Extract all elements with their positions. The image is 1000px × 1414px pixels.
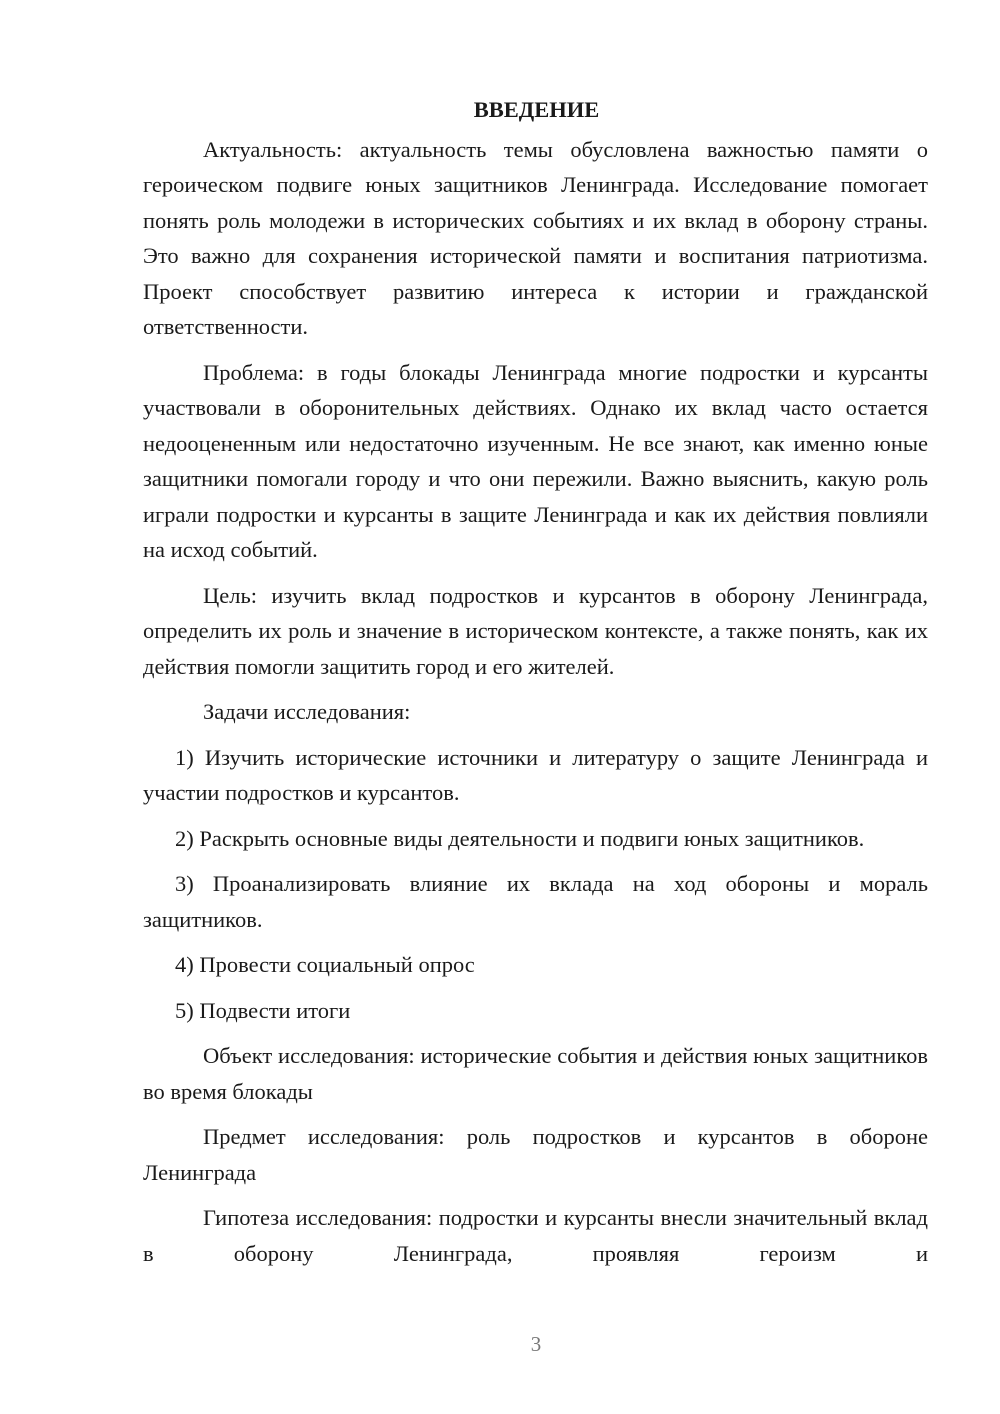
paragraph-hypothesis: Гипотеза исследования: подростки и курсанты внесли значительный вклад в оборону Ленинграда, проявляя героизм и: [143, 1205, 928, 1266]
paragraph-tasks-heading: Задачи исследования:: [203, 699, 411, 724]
task-item-2: 2) Раскрыть основные виды деятельности и подвиги юных защитников.: [175, 825, 865, 851]
task-item-3: 3) Проанализировать влияние их вклада на ход обороны и мораль защитников.: [143, 871, 928, 932]
task-item-1: 1) Изучить исторические источники и литературу о защите Ленинграда и участии подростков и курсантов.: [143, 744, 928, 805]
paragraph-problem: Проблема: в годы блокады Ленинграда многие подростки и курсанты участвовали в оборонительных действиях. Однако их вклад часто остается недооцененным или недостаточно изученным. Не все знают, как именно юные защитники помогали городу и что они пережили. Важно выяснить, какую роль играли подростки и курсанты в защите Ленинграда и как их действия повлияли на исход событий.: [143, 359, 928, 562]
paragraph-goal: Цель: изучить вклад подростков и курсантов в оборону Ленинграда, определить их роль и значение в историческом контексте, а также понять, как их действия помогли защитить город и его жителей.: [143, 582, 928, 679]
task-item-4: 4) Провести социальный опрос: [175, 952, 475, 977]
paragraph-object: Объект исследования: исторические события и действия юных защитников во время блокады: [143, 1043, 928, 1104]
task-item-5: 5) Подвести итоги: [175, 997, 351, 1023]
document-page: [143, 92, 928, 1281]
page-number: 3: [530, 1332, 542, 1356]
paragraph-relevance: Актуальность: актуальность темы обусловлена важностью памяти о героическом подвиге юных защитников Ленинграда. Исследование помогает понять роль молодежи в исторических событиях и их вклад в оборону страны. Это важно для сохранения исторической памяти и воспитания патриотизма. Проект способствует развитию интереса к истории и гражданской ответственности.: [143, 136, 928, 339]
document-title: ВВЕДЕНИЕ: [473, 97, 600, 122]
paragraph-subject: Предмет исследования: роль подростков и курсантов в обороне Ленинграда: [143, 1124, 928, 1185]
